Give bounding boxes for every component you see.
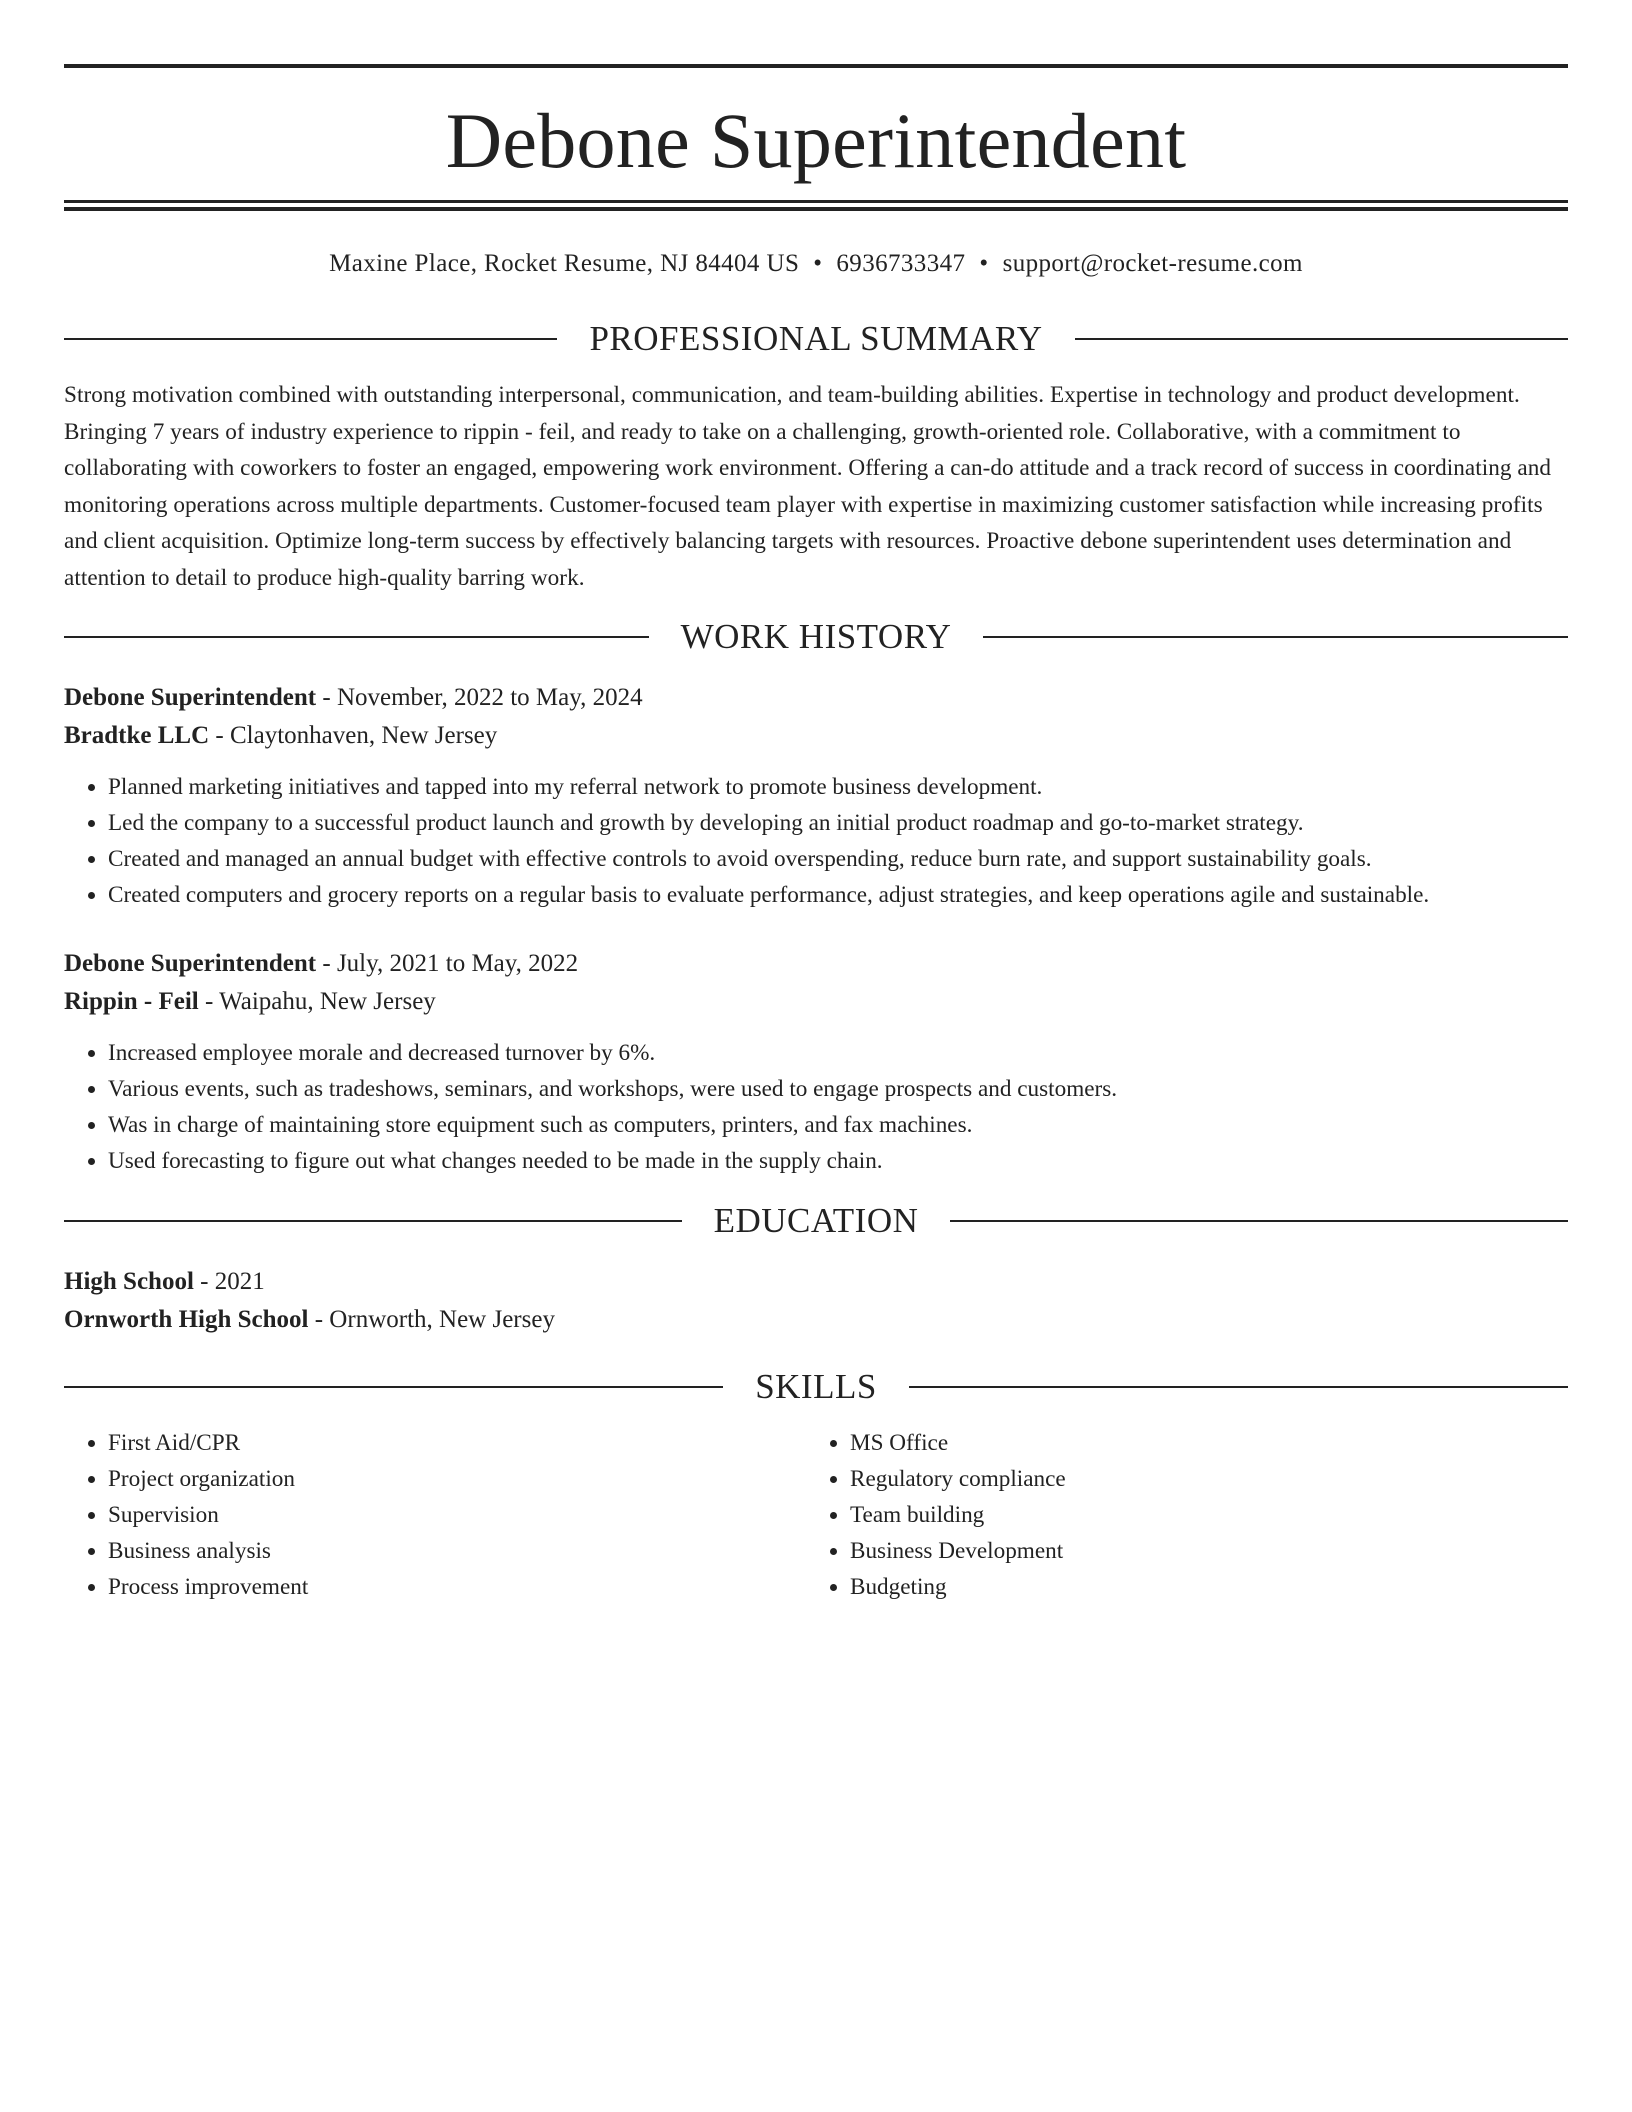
job-location: - Waipahu, New Jersey	[198, 987, 436, 1015]
list-item: • Team building	[850, 1497, 1548, 1533]
contact-email: support@rocket-resume.com	[1002, 250, 1303, 277]
section-header-summary	[64, 319, 1568, 359]
job-company: Rippin - Feil	[64, 987, 199, 1015]
section-rule-right	[950, 1220, 1568, 1222]
list-item: • MS Office	[850, 1425, 1548, 1461]
list-item: • Created and managed an annual budget with effective controls to avoid overspending, reduce burn rate, and support sustainability goals.	[108, 841, 1568, 877]
education-school: Ornworth High School	[64, 1305, 309, 1333]
education-school-line	[64, 1301, 1568, 1339]
section-title: EDUCATION	[713, 1200, 919, 1240]
job-bullets	[64, 769, 1568, 913]
list-item: • Supervision	[108, 1497, 806, 1533]
section-rule-right	[983, 636, 1568, 638]
header-top-rule	[64, 64, 1568, 68]
header-double-rule	[64, 200, 1568, 211]
contact-line	[64, 247, 1568, 281]
section-header-education	[64, 1201, 1568, 1241]
list-item: • Budgeting	[850, 1569, 1548, 1605]
contact-separator: •	[979, 250, 989, 277]
section-rule-left	[64, 636, 649, 638]
list-item: • Business Development	[850, 1533, 1548, 1569]
section-rule-right	[909, 1386, 1568, 1388]
section-rule-left	[64, 338, 557, 340]
education-year: - 2021	[193, 1267, 265, 1295]
job-location: - Claytonhaven, New Jersey	[209, 721, 498, 749]
section-title: SKILLS	[755, 1366, 877, 1406]
list-item: • Project organization	[108, 1461, 806, 1497]
education-degree-line	[64, 1263, 1568, 1301]
resume-page	[64, 64, 1568, 1605]
contact-address: Maxine Place, Rocket Resume, NJ 84404 US	[329, 250, 800, 277]
section-header-work-history	[64, 617, 1568, 657]
summary-paragraph: Strong motivation combined with outstanding interpersonal, communication, and team-building abilities. Expertise in technology and product development. Bringing 7 years of industry experience to rippin - feil, and ready to take on a challenging, growth-oriented role. Collaborative, with a commitment to collaborating with coworkers to foster an engaged, empowering work environment. Offering a can-do attitude and a track record of success in coordinating and monitoring operations across multiple departments. Customer-focused team player with expertise in maximizing customer satisfaction while increasing profits and client acquisition. Optimize long-term success by effectively balancing targets with resources. Proactive debone superintendent uses determination and attention to detail to produce high-quality barring work.	[64, 382, 1551, 591]
job-title: Debone Superintendent	[64, 949, 317, 977]
education-location: - Ornworth, New Jersey	[308, 1305, 555, 1333]
section-rule-left	[64, 1220, 682, 1222]
job-entry	[64, 679, 1568, 913]
list-item: • Planned marketing initiatives and tapped into my referral network to promote business development.	[108, 769, 1568, 805]
education-entry	[64, 1263, 1568, 1339]
skills-columns	[64, 1425, 1568, 1605]
section-rule-left	[64, 1386, 723, 1388]
list-item: • Used forecasting to figure out what changes needed to be made in the supply chain.	[108, 1143, 1568, 1179]
skills-list-left	[64, 1425, 806, 1605]
job-entry	[64, 945, 1568, 1179]
section-rule-right	[1075, 338, 1568, 340]
list-item: • Various events, such as tradeshows, seminars, and workshops, were used to engage prospects and customers.	[108, 1071, 1568, 1107]
contact-separator: •	[813, 250, 823, 277]
section-header-skills	[64, 1367, 1568, 1407]
section-title: WORK HISTORY	[680, 616, 952, 656]
skills-list-right	[806, 1425, 1548, 1605]
contact-phone: 6936733347	[836, 250, 966, 277]
job-dates: - July, 2021 to May, 2022	[316, 949, 579, 977]
education-degree: High School	[64, 1267, 194, 1295]
job-title: Debone Superintendent	[64, 683, 317, 711]
list-item: • First Aid/CPR	[108, 1425, 806, 1461]
job-title-line	[64, 679, 1568, 717]
list-item: • Was in charge of maintaining store equipment such as computers, printers, and fax machines.	[108, 1107, 1568, 1143]
job-dates: - November, 2022 to May, 2024	[316, 683, 643, 711]
list-item: • Increased employee morale and decreased turnover by 6%.	[108, 1035, 1568, 1071]
job-company-line	[64, 717, 1568, 755]
list-item: • Regulatory compliance	[850, 1461, 1548, 1497]
list-item: • Led the company to a successful product launch and growth by developing an initial product roadmap and go-to-market strategy.	[108, 805, 1568, 841]
job-company-line	[64, 983, 1568, 1021]
job-company: Bradtke LLC	[64, 721, 210, 749]
section-title: PROFESSIONAL SUMMARY	[589, 319, 1043, 358]
list-item: • Process improvement	[108, 1569, 806, 1605]
candidate-name: Debone Superintendent	[445, 97, 1187, 184]
job-title-line	[64, 945, 1568, 983]
list-item: • Created computers and grocery reports on a regular basis to evaluate performance, adjust strategies, and keep operations agile and sustainable.	[108, 877, 1568, 913]
list-item: • Business analysis	[108, 1533, 806, 1569]
job-bullets	[64, 1035, 1568, 1179]
